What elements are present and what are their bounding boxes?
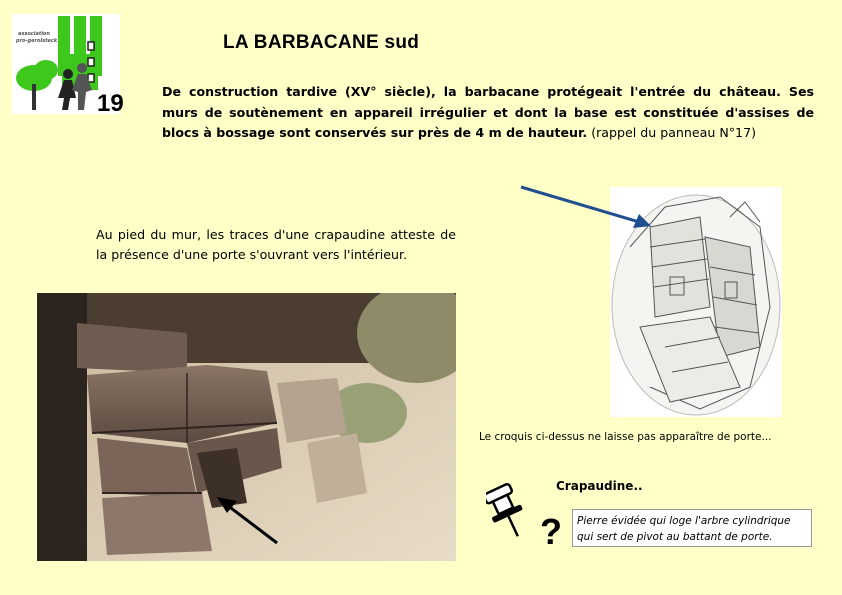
definition-text: Pierre évidée qui loge l'arbre cylindrique qui sert de pivot au battant de porte. xyxy=(577,515,791,543)
intro-bold-text: De construction tardive (XV° siècle), la barbacane protégeait l'entrée du château. Ses murs de soutènement en appareil irrégulier et dont la base est constituée d'assises de blocs à bossage sont conservés sur près de 4 m de hauteur. xyxy=(162,84,814,140)
intro-panel-reference: (rappel du panneau N°17) xyxy=(587,125,756,140)
page-title: LA BARBACANE sud xyxy=(223,32,420,53)
definition-box xyxy=(572,509,812,547)
question-mark-icon: ? xyxy=(540,511,562,548)
logo-text-name: pro-gerolsteck xyxy=(16,38,58,44)
logo-text-association: association xyxy=(18,31,50,37)
sketch-caption: Le croquis ci-dessus ne laisse pas apparaître de porte... xyxy=(479,431,772,443)
blue-arrow-icon xyxy=(515,180,655,240)
wall-photo xyxy=(37,293,456,561)
definition-title: Crapaudine.. xyxy=(556,479,643,493)
crapaudine-paragraph: Au pied du mur, les traces d'une crapaudine atteste de la présence d'une porte s'ouvrant vers l'intérieur. xyxy=(96,227,456,262)
stone-wall-image xyxy=(37,293,456,561)
intro-paragraph xyxy=(162,82,814,144)
panel-number: 19 xyxy=(97,90,124,117)
sketch-pointer-arrow xyxy=(515,180,655,240)
